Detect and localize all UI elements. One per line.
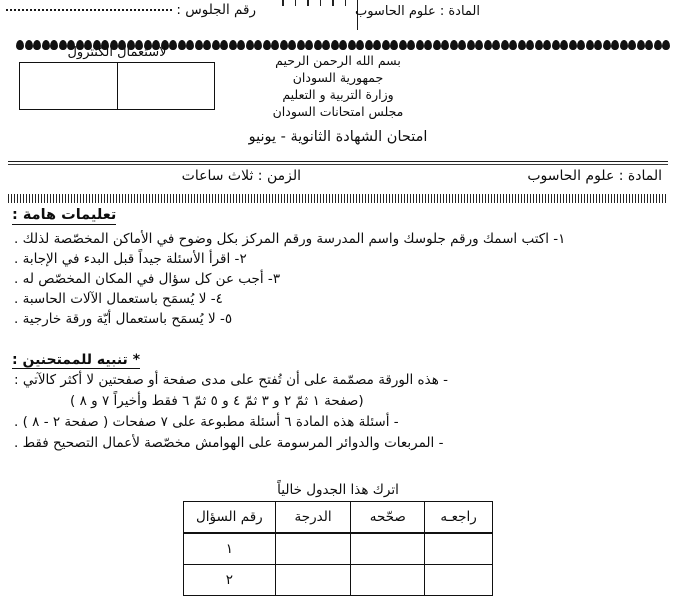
basmala-line: بسم الله الرحمن الرحيم — [275, 53, 401, 68]
cell-score[interactable] — [275, 565, 351, 596]
control-use-label: لاستعمال الكنترول — [67, 45, 167, 60]
cell-corrector[interactable] — [351, 533, 425, 565]
subject-line: المادة : علوم الحاسوب — [527, 168, 662, 184]
cell-reviewer[interactable] — [425, 565, 493, 596]
cell-score[interactable] — [275, 533, 351, 565]
time-line: الزمن : ثلاث ساعات — [181, 168, 301, 184]
subject-top-label: المادة : علوم الحاسوب — [354, 4, 480, 19]
notice-line-2: (صفحة ١ ثمّ ٢ و ٣ ثمّ ٤ و ٥ ثمّ ٦ فقط وأخيراً ٧ و ٨ ) — [70, 393, 364, 409]
table-row — [184, 565, 493, 596]
column-header-question-number: رقم السؤال — [184, 502, 276, 534]
seat-number-field[interactable] — [6, 2, 256, 18]
document-header-block — [0, 52, 676, 120]
notice-line-4: - المربعات والدوائر المرسومة على الهوامش مخصّصة لأعمال التصحيح فقط . — [14, 435, 444, 451]
instructions-list — [0, 229, 676, 329]
notice-line-1: - هذه الورقة مصمّمة على أن تُفتح على مدى صفحة أو صفحتين لا أكثر كالآتي : — [14, 372, 448, 388]
cell-question-number: ١ — [184, 533, 276, 565]
instruction-item-1: ١- اكتب اسمك ورقم جلوسك واسم المدرسة ورقم المركز بكل وضوح في الأماكن المخصّصة لذلك . — [14, 230, 566, 247]
grade-table — [183, 501, 493, 596]
council-line: مجلس امتحانات السودان — [272, 104, 404, 119]
grade-table-header-row — [184, 502, 493, 534]
seat-number-blank[interactable] — [6, 0, 172, 11]
instructions-section — [0, 206, 676, 329]
column-header-score: الدرجة — [275, 502, 351, 534]
column-header-corrector: صحّحه — [351, 502, 425, 534]
instruction-item-2: ٢- اقرأ الأسئلة جيداً قبل البدء في الإجابة . — [14, 250, 247, 267]
table-row — [184, 533, 493, 565]
column-header-reviewer: راجعـه — [425, 502, 493, 534]
instructions-title — [0, 206, 676, 226]
notice-line-3: - أسئلة هذه المادة ٦ أسئلة مطبوعة على ٧ صفحات ( صفحة ٢ - ٨ ) . — [14, 414, 399, 430]
examinee-notice-title-text: * تنبيه للممتحنين : — [12, 352, 141, 368]
seat-number-label: رقم الجلوس : — [176, 2, 256, 18]
instruction-item-4: ٤- لا يُسمَح باستعمال الآلات الحاسبة . — [14, 290, 223, 307]
page-title: امتحان الشهادة الثانوية - يونيو — [248, 129, 428, 145]
cell-question-number: ٢ — [184, 565, 276, 596]
instruction-item-5: ٥- لا يُسمَح باستعمال أيّة ورقة خارجية . — [14, 310, 233, 327]
instruction-item-3: ٣- أجب عن كل سؤال في المكان المخصّص له . — [14, 270, 281, 287]
header-rule-bottom — [8, 164, 668, 165]
subject-time-row — [10, 168, 666, 190]
examinee-notice-list — [0, 370, 676, 454]
examinee-notice-title — [12, 352, 140, 368]
ministry-line: وزارة التربية و التعليم — [282, 87, 394, 102]
decorative-hatch-rule — [8, 194, 668, 203]
cell-corrector[interactable] — [351, 565, 425, 596]
grade-table-caption: اترك هذا الجدول خالياً — [277, 482, 399, 498]
cell-reviewer[interactable] — [425, 533, 493, 565]
instructions-title-text: تعليمات هامة : — [12, 207, 117, 223]
header-rule-top — [8, 161, 668, 162]
country-line: جمهورية السودان — [292, 70, 384, 85]
top-strip — [0, 0, 676, 42]
